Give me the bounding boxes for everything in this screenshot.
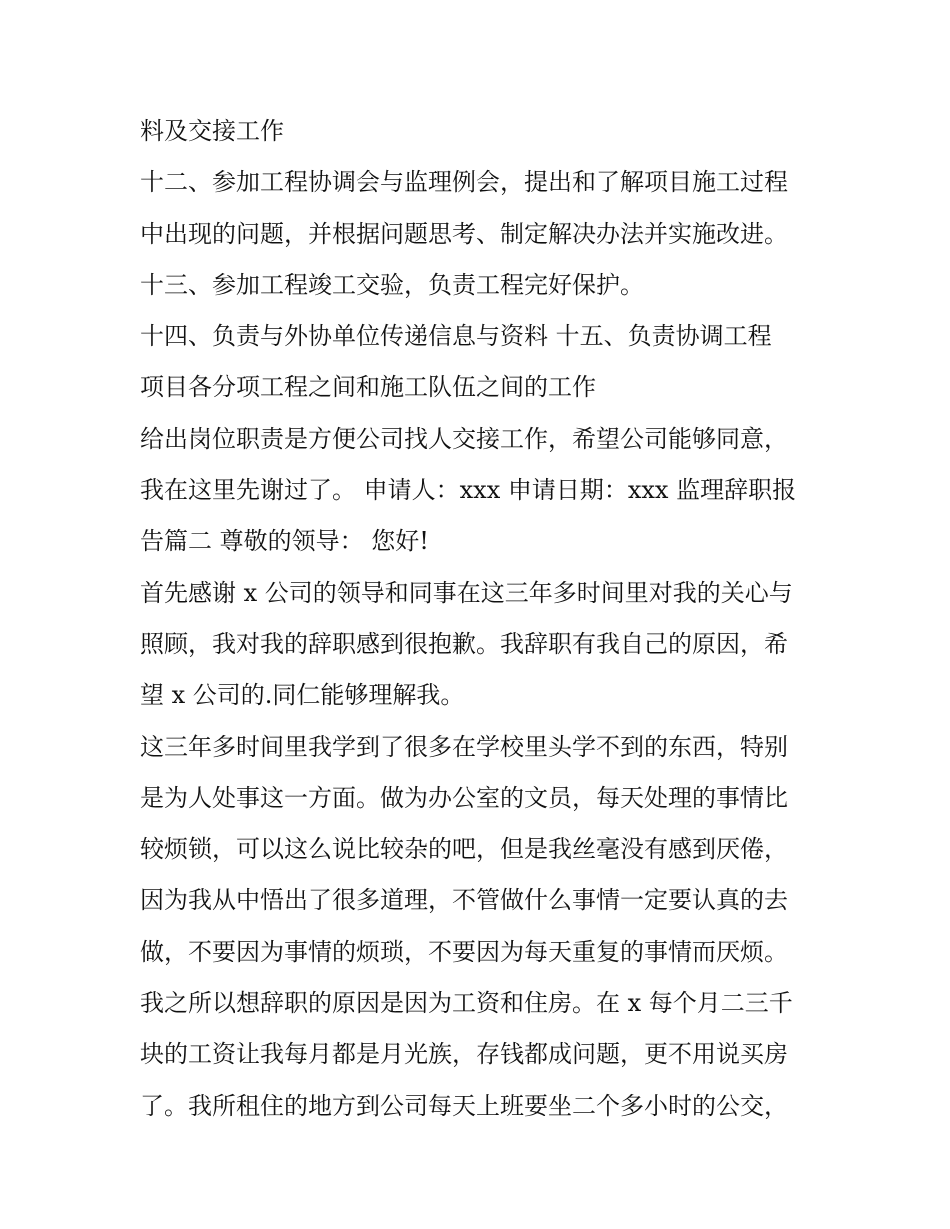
body-text (140, 106, 830, 1132)
text-line: 给出岗位职责是方便公司找人交接工作，希望公司能够同意， (140, 424, 788, 453)
text-line: 十三、参加工程竣工交验，负责工程完好保护。 (140, 270, 644, 299)
text-line: 我在这里先谢过了。 申请人：xxx 申请日期：xxx 监理辞职报 (140, 476, 797, 505)
text-line: 告篇二 尊敬的领导： 您好! (140, 527, 429, 556)
text-line: 较烦锁，可以这么说比较杂的吧，但是我丝毫没有感到厌倦， (140, 835, 788, 864)
text-line: 望 x 公司的.同仁能够理解我。 (140, 681, 465, 710)
text-line: 中出现的问题，并根据问题思考、制定解决办法并实施改进。 (140, 219, 788, 248)
text-line: 十二、参加工程协调会与监理例会，提出和了解项目施工过程 (140, 168, 788, 197)
text-line: 照顾，我对我的辞职感到很抱歉。我辞职有我自己的原因，希 (140, 629, 788, 658)
text-line: 做，不要因为事情的烦琐，不要因为每天重复的事情而厌烦。 (140, 937, 788, 966)
text-line: 块的工资让我每月都是月光族，存钱都成问题，更不用说买房 (140, 1040, 788, 1069)
text-line: 项目各分项工程之间和施工队伍之间的工作 (140, 373, 596, 402)
text-line: 十四、负责与外协单位传递信息与资料 十五、负责协调工程 (140, 322, 772, 351)
text-line: 是为人处事这一方面。做为办公室的文员，每天处理的事情比 (140, 783, 788, 812)
text-line: 首先感谢 x 公司的领导和同事在这三年多时间里对我的关心与 (140, 578, 793, 607)
text-line: 料及交接工作 (140, 117, 284, 145)
text-line: 了。我所租住的地方到公司每天上班要坐二个多小时的公交， (140, 1091, 788, 1120)
text-line: 因为我从中悟出了很多道理，不管做什么事情一定要认真的去 (140, 886, 788, 915)
text-line: 这三年多时间里我学到了很多在学校里头学不到的东西，特别 (140, 732, 788, 761)
text-line: 我之所以想辞职的原因是因为工资和住房。在 x 每个月二三千 (140, 989, 793, 1018)
